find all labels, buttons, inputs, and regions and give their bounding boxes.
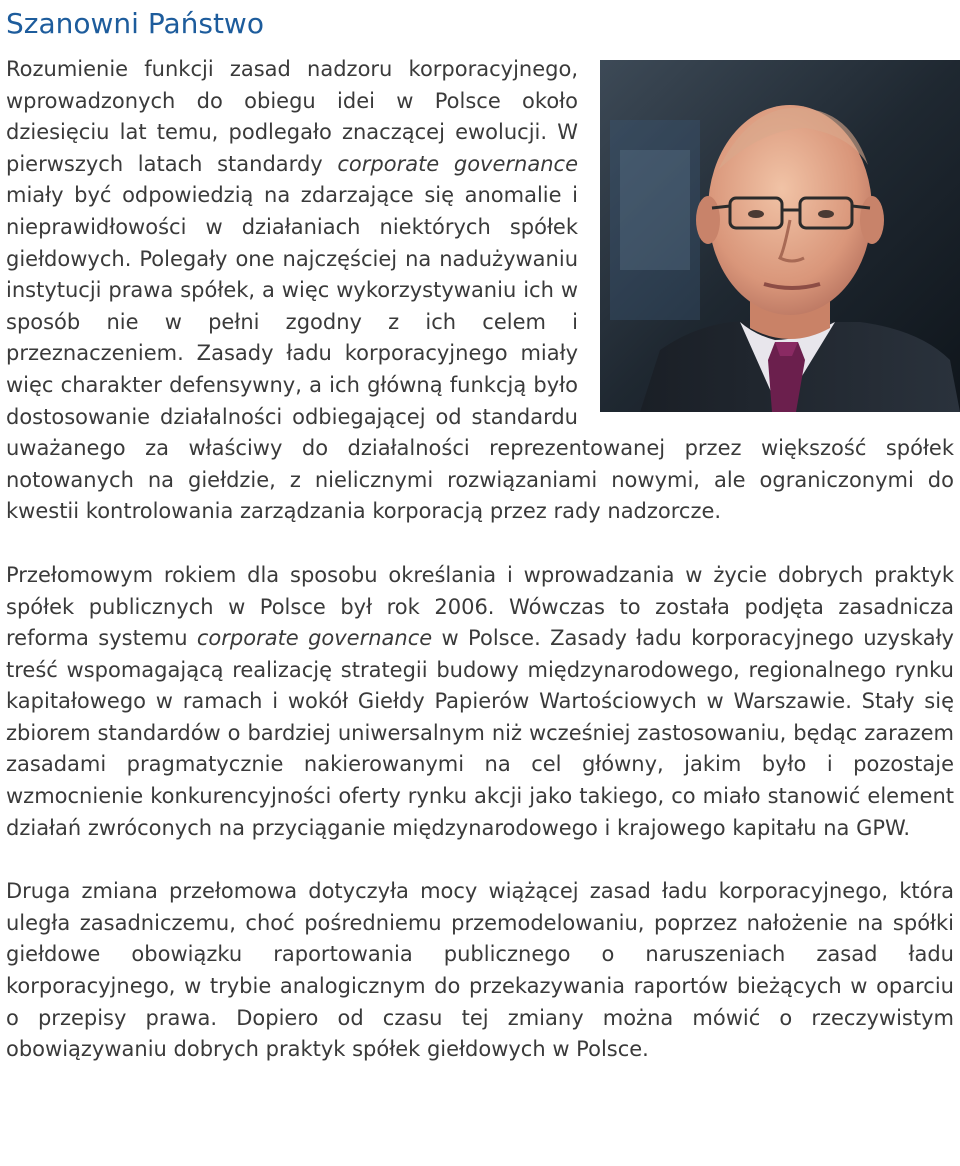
letter-heading: Szanowni Państwo	[6, 7, 264, 40]
paragraph-text: Druga zmiana przełomowa dotyczyła mocy wiążącej zasad ładu korporacyjnego, która uległa zasadniczemu, choć pośredniemu przemodelowaniu, poprzez nałożenie na spółki giełdowe obowiązku raportowania publicznego o naruszeniach zasad ładu korporacyjnego, w trybie analogicznym do przekazywania raportów bieżących w oparciu o przepisy prawa. Dopiero od czasu tej zmiany można mówić o rzeczywistym obowiązywaniu dobrych praktyk spółek giełdowych w Polsce.	[6, 879, 954, 1062]
italic-term: corporate governance	[337, 151, 578, 176]
letter-page	[6, 0, 954, 1066]
portrait-photo	[600, 60, 960, 412]
portrait-illustration	[600, 60, 960, 412]
italic-term: corporate governance	[196, 626, 433, 651]
paragraph-3	[6, 876, 954, 1066]
paragraph-text: miały być odpowiedzią na zdarzające się anomalie i nieprawidłowości w działaniach niektórych spółek giełdowych. Polegały one najczęściej na nadużywaniu instytucji prawa spółek, a więc wykorzystywaniu ich w sposób nie w pełni zgodny z ich celem i przeznaczeniem. Zasady ładu korporacyjnego miały więc charakter defensywny, a ich główną funkcją było dostosowanie działalności odbiegającej od standardu uważanego za właściwy do działalności reprezentowanej przez większość spółek notowanych na giełdzie, z nielicznymi rozwiązaniami nowymi, ale ograniczonymi do kwestii kontrolowania zarządzania korporacją przez rady nadzorcze.	[6, 183, 954, 524]
paragraph-1	[6, 54, 954, 528]
paragraph-text: w Polsce. Zasady ładu korporacyjnego uzyskały treść wspomagającą realizację strategii budowy międzynarodowego, regionalnego rynku kapitałowego w ramach i wokół Giełdy Papierów Wartościowych w Warszawie. Stały się zbiorem standardów o bardziej uniwersalnym niż wcześniej zastosowaniu, będąc zarazem zasadami pragmatycznie nakierowanymi na cel główny, jakim było i pozostaje wzmocnienie konkurencyjności oferty rynku akcji jako takiego, co miało stanowić element działań zwróconych na przyciąganie międzynarodowego i krajowego kapitału na GPW.	[6, 626, 954, 840]
paragraph-text: Rozumienie funkcji zasad nadzoru korporacyjnego, wprowadzonych do obiegu idei w Polsce około dziesięciu lat temu, podlegało znaczącej ewolucji. W pierwszych latach standardy	[6, 57, 578, 176]
paragraph-text: Przełomowym rokiem dla sposobu określania i wprowadzania w życie dobrych praktyk spółek publicznych w Polsce był rok 2006. Wówczas to została podjęta zasadnicza reforma systemu	[6, 562, 954, 651]
paragraph-2	[6, 560, 954, 844]
